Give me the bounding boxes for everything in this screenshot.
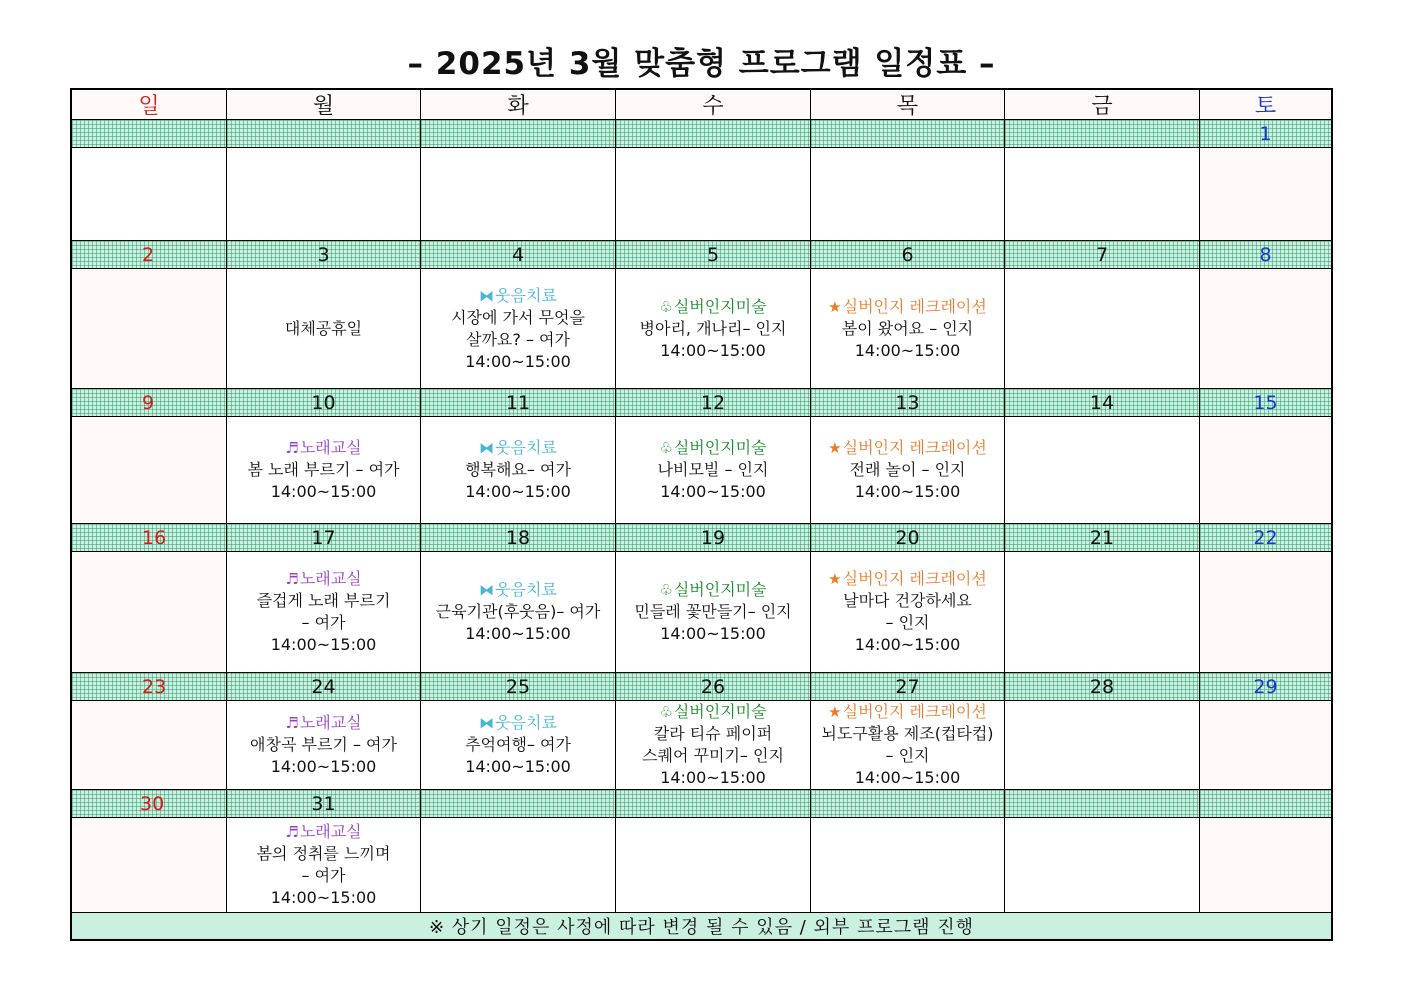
bowtie-icon: ⧓ <box>479 581 495 599</box>
silver-art-label: ♧실버인지미술 <box>659 438 767 457</box>
weekday-thu: 목 <box>811 90 1005 120</box>
event-time: 14:00~15:00 <box>854 340 961 360</box>
date-cell: 5 <box>616 241 811 269</box>
club-icon: ♧ <box>659 703 673 721</box>
date-cell: 28 <box>1005 673 1200 701</box>
event-text: – 여가 <box>301 866 346 885</box>
silver-art-label: ♧실버인지미술 <box>659 296 767 316</box>
event-cell <box>72 148 227 241</box>
event-cell <box>1005 818 1200 913</box>
weekday-fri: 금 <box>1005 90 1200 120</box>
event-cell <box>1200 148 1331 241</box>
date-cell: 14 <box>1005 389 1200 417</box>
event-cell <box>421 269 616 389</box>
event-cell <box>1200 417 1331 524</box>
event-text: 봄이 왔어요 – 인지 <box>841 318 974 338</box>
event-text: 민들레 꽃만들기– 인지 <box>634 602 792 621</box>
club-icon: ♧ <box>659 581 673 599</box>
event-text: 대체공휴일 <box>284 318 363 338</box>
event-time: 14:00~15:00 <box>854 635 961 654</box>
date-cell: 3 <box>227 241 421 269</box>
event-cell <box>616 552 811 673</box>
event-cell <box>227 552 421 673</box>
event-text: – 인지 <box>885 613 930 632</box>
laugh-therapy-label: ⧓웃음치료 <box>479 713 557 732</box>
laugh-therapy-label: ⧓웃음치료 <box>479 285 557 305</box>
event-time: 14:00~15:00 <box>465 624 571 643</box>
event-text: 행복해요– 여가 <box>465 460 571 479</box>
event-cell <box>72 552 227 673</box>
music-note-icon: ♬ <box>285 714 299 732</box>
date-cell: 10 <box>227 389 421 417</box>
event-cell <box>1200 552 1331 673</box>
event-cell <box>616 417 811 524</box>
date-cell: 29 <box>1200 673 1331 701</box>
date-cell: 6 <box>811 241 1005 269</box>
event-text: 전래 놀이 – 인지 <box>849 460 966 479</box>
event-time: 14:00~15:00 <box>854 768 961 787</box>
event-time: 14:00~15:00 <box>270 757 377 776</box>
date-cell: 1 <box>1200 120 1331 148</box>
date-cell: 21 <box>1005 524 1200 552</box>
event-cell <box>421 818 616 913</box>
event-text: 봄 노래 부르기 – 여가 <box>247 460 400 479</box>
club-icon: ♧ <box>659 297 673 316</box>
silver-art-label: ♧실버인지미술 <box>659 702 767 721</box>
event-cell <box>616 701 811 790</box>
event-cell <box>1005 417 1200 524</box>
date-cell <box>616 790 811 818</box>
event-time: 14:00~15:00 <box>270 888 377 907</box>
date-cell: 15 <box>1200 389 1331 417</box>
date-cell: 12 <box>616 389 811 417</box>
event-cell <box>72 818 227 913</box>
event-text: 봄의 정취를 느끼며 <box>256 844 391 863</box>
page-title: – 2025년 3월 맞춤형 프로그램 일정표 – <box>407 46 996 82</box>
event-cell <box>616 269 811 389</box>
date-cell <box>227 120 421 148</box>
date-cell <box>421 120 616 148</box>
silver-recreation-label: ★실버인지 레크레이션 <box>828 702 987 721</box>
date-cell: 16 <box>72 524 227 552</box>
laugh-therapy-label: ⧓웃음치료 <box>479 438 557 457</box>
date-cell: 4 <box>421 241 616 269</box>
event-text: 칼라 티슈 페이퍼 <box>653 724 773 743</box>
date-cell: 9 <box>72 389 227 417</box>
date-cell <box>616 120 811 148</box>
event-time: 14:00~15:00 <box>270 482 377 501</box>
date-cell: 26 <box>616 673 811 701</box>
date-cell: 13 <box>811 389 1005 417</box>
silver-recreation-label: ★실버인지 레크레이션 <box>828 438 987 457</box>
event-cell <box>1005 701 1200 790</box>
event-time: 14:00~15:00 <box>660 482 766 501</box>
event-cell <box>1005 148 1200 241</box>
event-time: 14:00~15:00 <box>854 482 961 501</box>
club-icon: ♧ <box>659 439 673 457</box>
event-cell <box>1005 269 1200 389</box>
bowtie-icon: ⧓ <box>479 714 495 732</box>
event-cell <box>421 701 616 790</box>
date-cell <box>811 120 1005 148</box>
singing-class-label: ♬노래교실 <box>285 713 362 732</box>
event-time: 14:00~15:00 <box>465 482 571 501</box>
music-note-icon: ♬ <box>285 823 299 841</box>
date-cell <box>421 790 616 818</box>
event-cell <box>227 269 421 389</box>
event-text: 근육기관(후웃음)– 여가 <box>435 602 601 621</box>
event-cell <box>811 701 1005 790</box>
event-cell <box>811 818 1005 913</box>
date-cell: 24 <box>227 673 421 701</box>
event-time: 14:00~15:00 <box>660 340 766 360</box>
event-cell <box>1200 818 1331 913</box>
silver-art-label: ♧실버인지미술 <box>659 580 767 599</box>
event-time: 14:00~15:00 <box>270 635 377 654</box>
event-text: 병아리, 개나리– 인지 <box>639 318 787 338</box>
date-cell: 8 <box>1200 241 1331 269</box>
singing-class-label: ♬노래교실 <box>285 569 362 588</box>
event-cell <box>227 818 421 913</box>
event-text: 살까요? – 여가 <box>466 329 570 349</box>
event-cell <box>72 417 227 524</box>
event-text: – 여가 <box>301 613 346 632</box>
event-cell <box>421 148 616 241</box>
event-text: 애창곡 부르기 – 여가 <box>250 735 397 754</box>
date-cell: 2 <box>72 241 227 269</box>
date-cell: 11 <box>421 389 616 417</box>
event-text: 시장에 가서 무엇을 <box>451 307 585 327</box>
date-cell: 19 <box>616 524 811 552</box>
date-cell: 27 <box>811 673 1005 701</box>
event-time: 14:00~15:00 <box>660 624 766 643</box>
date-cell: 30 <box>72 790 227 818</box>
event-text: 뇌도구활용 제조(컵타컵) <box>821 724 994 743</box>
date-cell: 31 <box>227 790 421 818</box>
event-text: 나비모빌 – 인지 <box>657 460 769 479</box>
date-cell <box>811 790 1005 818</box>
singing-class-label: ♬노래교실 <box>285 438 362 457</box>
star-icon: ★ <box>828 297 842 316</box>
weekday-sat: 토 <box>1200 90 1331 120</box>
date-cell <box>72 120 227 148</box>
event-cell <box>616 818 811 913</box>
date-cell: 20 <box>811 524 1005 552</box>
event-cell <box>227 701 421 790</box>
event-text: – 인지 <box>885 746 930 765</box>
date-cell <box>1005 120 1200 148</box>
event-cell <box>421 417 616 524</box>
event-time: 14:00~15:00 <box>660 768 766 787</box>
laugh-therapy-label: ⧓웃음치료 <box>479 580 557 599</box>
weekday-mon: 월 <box>227 90 421 120</box>
date-cell <box>1200 790 1331 818</box>
footer-note: ※ 상기 일정은 사정에 따라 변경 될 수 있음 / 외부 프로그램 진행 <box>72 913 1331 939</box>
event-cell <box>227 148 421 241</box>
date-cell: 22 <box>1200 524 1331 552</box>
event-cell <box>616 148 811 241</box>
event-time: 14:00~15:00 <box>465 757 571 776</box>
event-cell <box>811 269 1005 389</box>
event-time: 14:00~15:00 <box>465 351 571 371</box>
event-cell <box>72 269 227 389</box>
event-cell <box>72 701 227 790</box>
date-cell: 17 <box>227 524 421 552</box>
date-cell: 18 <box>421 524 616 552</box>
event-cell <box>811 417 1005 524</box>
weekday-wed: 수 <box>616 90 811 120</box>
music-note-icon: ♬ <box>285 570 299 588</box>
date-cell: 23 <box>72 673 227 701</box>
star-icon: ★ <box>828 439 842 457</box>
bowtie-icon: ⧓ <box>479 439 495 457</box>
event-text: 날마다 건강하세요 <box>843 591 972 610</box>
event-cell <box>811 148 1005 241</box>
weekday-sun: 일 <box>72 90 227 120</box>
silver-recreation-label: ★실버인지 레크레이션 <box>828 296 987 316</box>
star-icon: ★ <box>828 703 842 721</box>
weekday-tue: 화 <box>421 90 616 120</box>
date-cell <box>1005 790 1200 818</box>
date-cell: 25 <box>421 673 616 701</box>
event-cell <box>1200 701 1331 790</box>
event-text: 추억여행– 여가 <box>465 735 571 754</box>
bowtie-icon: ⧓ <box>479 286 495 305</box>
singing-class-label: ♬노래교실 <box>285 822 362 841</box>
music-note-icon: ♬ <box>285 439 299 457</box>
event-text: 스퀘어 꾸미기– 인지 <box>642 746 784 765</box>
calendar-grid <box>70 88 1333 941</box>
date-cell: 7 <box>1005 241 1200 269</box>
event-cell <box>421 552 616 673</box>
event-cell <box>1200 269 1331 389</box>
event-cell <box>811 552 1005 673</box>
event-cell <box>227 417 421 524</box>
event-text: 즐겁게 노래 부르기 <box>256 591 391 610</box>
star-icon: ★ <box>828 570 842 588</box>
event-cell <box>1005 552 1200 673</box>
silver-recreation-label: ★실버인지 레크레이션 <box>828 569 987 588</box>
